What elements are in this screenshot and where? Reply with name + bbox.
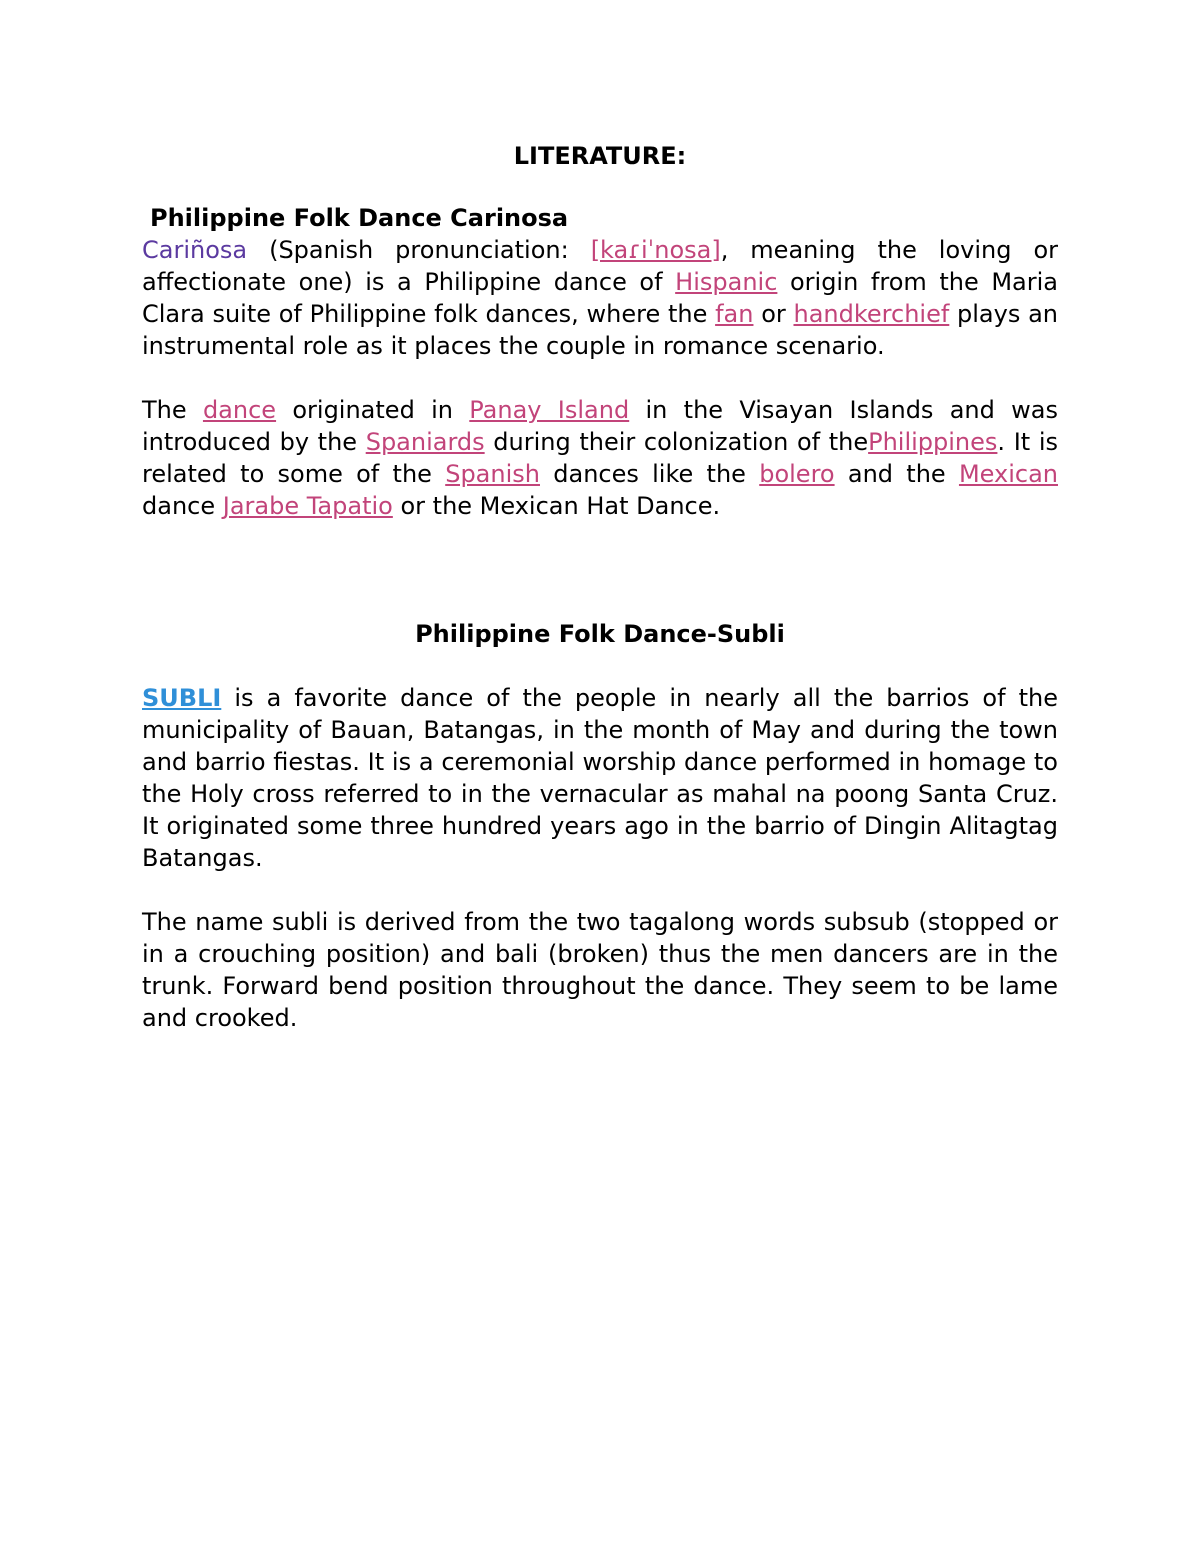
text-segment: The bbox=[142, 396, 203, 424]
text-segment: is a favorite dance of the people in nearly all the barrios of the municipality of Bauan, Batangas, in the month of May and during the town and barrio fiestas. It is a ceremonial worship dance performed in homage to the Holy cross referred to in the vernacular as mahal na poong Santa Cruz. It originated some three hundred years ago in the barrio of Dingin Alitagtag Batangas. bbox=[142, 684, 1058, 872]
link-subli[interactable]: SUBLI bbox=[142, 684, 222, 712]
link-handkerchief[interactable]: handkerchief bbox=[793, 300, 950, 328]
text-segment: in the Visayan Islands and was introduced by the bbox=[142, 396, 1059, 456]
paragraph-gap bbox=[142, 362, 1058, 394]
text-segment: and the bbox=[834, 460, 959, 488]
link-dance[interactable]: dance bbox=[202, 396, 277, 424]
link-bolero[interactable]: bolero bbox=[759, 460, 835, 488]
text-segment: plays an instrumental role as it places the couple in romance scenario. bbox=[142, 300, 1058, 360]
text-segment: originated in bbox=[276, 396, 470, 424]
link-jarabe-tapatio[interactable]: Jarabe Tapatio bbox=[222, 492, 393, 520]
paragraph-gap bbox=[142, 650, 1058, 682]
paragraph-subli-name: The name subli is derived from the two tagalong words subsub (stopped or in a crouching position) and bali (broken) thus the men dancers are in the trunk. Forward bend position throughout the dance. They seem to be lame and crooked. bbox=[142, 908, 1058, 1032]
link-panay-island[interactable]: Panay Island bbox=[469, 396, 630, 424]
link-philippines[interactable]: Philippines bbox=[868, 428, 998, 456]
document-page bbox=[142, 140, 1058, 1034]
text-segment: during their colonization of the bbox=[484, 428, 869, 456]
text-segment: dances like the bbox=[539, 460, 760, 488]
paragraph-carinosa-intro bbox=[142, 234, 1058, 362]
paragraph-carinosa-origin bbox=[142, 394, 1058, 522]
link-spaniards[interactable]: Spaniards bbox=[365, 428, 485, 456]
text-segment: or bbox=[753, 300, 794, 328]
link-fan[interactable]: fan bbox=[715, 300, 754, 328]
section-heading-carinosa: Philippine Folk Dance Carinosa bbox=[150, 204, 569, 232]
section-heading-subli: Philippine Folk Dance-Subli bbox=[415, 620, 785, 648]
link-carinosa[interactable]: Cariñosa bbox=[142, 236, 248, 264]
section-gap bbox=[142, 522, 1058, 618]
text-segment: . It is related to some of the bbox=[142, 428, 1058, 488]
link-pronunciation[interactable]: [kaɾiˈnosa] bbox=[590, 236, 721, 264]
text-segment: or the Mexican Hat Dance. bbox=[392, 492, 721, 520]
text-segment: (Spanish pronunciation: bbox=[247, 236, 591, 264]
paragraph-gap bbox=[142, 874, 1058, 906]
text-segment: dance bbox=[142, 492, 223, 520]
text-segment: , meaning the loving or affectionate one) is a Philippine dance of bbox=[142, 236, 1058, 296]
document-title: LITERATURE: bbox=[513, 142, 687, 170]
paragraph-subli-intro bbox=[142, 682, 1058, 874]
link-hispanic[interactable]: Hispanic bbox=[675, 268, 778, 296]
link-mexican[interactable]: Mexican bbox=[958, 460, 1058, 488]
text-segment: origin from the Maria Clara suite of Philippine folk dances, where the bbox=[142, 268, 1058, 328]
link-spanish[interactable]: Spanish bbox=[445, 460, 540, 488]
